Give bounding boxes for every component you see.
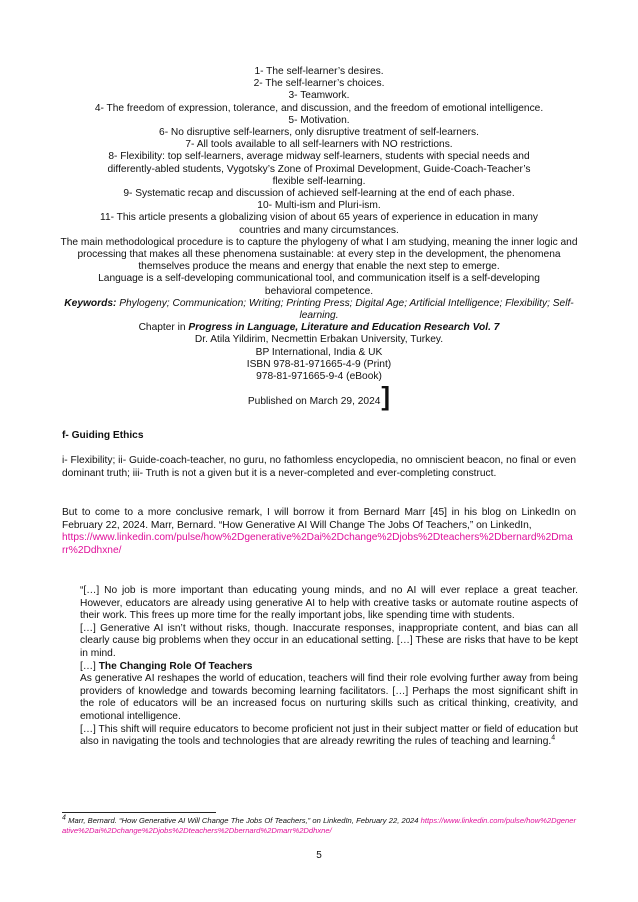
quote-paragraph: “[…] No job is more important than educating young minds, and no AI will ever replace a great teacher. However, educators are already using generative AI to help with creative tasks or automate routine aspects of their work. This frees up more time for the really important jobs, like spending time with students.: [80, 585, 578, 622]
blockquote: [80, 585, 578, 749]
footnote-divider: [62, 812, 216, 813]
list-item: 10- Multi-ism and Pluri-ism.: [257, 200, 381, 212]
list-item: 3- Teamwork.: [288, 90, 350, 102]
quote-bold-heading: The Changing Role Of Teachers: [98, 660, 253, 672]
publisher-line: BP International, India & UK: [255, 346, 383, 358]
footnote-number: 4: [62, 814, 66, 822]
list-item: 8- Flexibility: top self-learners, average midway self-learners, students with special needs and differently-abled students, Vygotsky’s Zone of Proximal Development, Guide-Coach-Teacher’s flexible self-learning.: [107, 151, 531, 187]
footnote-link[interactable]: https://www.linkedin.com/pulse/how%2Dgenerative%2Dai%2Dchange%2Djobs%2Dteachers%2Dbernard%2Dmarr%2Ddhxne/: [62, 816, 576, 835]
keywords-label: Keywords:: [64, 297, 117, 309]
quote-ellipsis: […]: [80, 660, 99, 672]
list-item: 6- No disruptive self-learners, only disruptive treatment of self-learners.: [159, 127, 479, 139]
list-item: 9- Systematic recap and discussion of achieved self-learning at the end of each phase.: [123, 188, 515, 200]
closing-bracket: ]: [381, 381, 391, 412]
list-item: 5- Motivation.: [288, 114, 350, 126]
ethics-paragraph: i- Flexibility; ii- Guide-coach-teacher, no guru, no fathomless encyclopedia, no omniscient beacon, no final or even dominant truth; iii- Truth is not a given but it is a never-completed and ever-completing construct.: [62, 455, 576, 479]
quote-paragraph: As generative AI reshapes the world of education, teachers will find their role evolving further away from being providers of knowledge and towards becoming learning facilitators. […] Perhaps the most significant shift in the role of educators will be an increased focus on nurturing skills such as critical thinking, creativity, and emotional intelligence.: [80, 673, 578, 722]
footnote-text: Marr, Bernard. “How Generative AI Will Change The Jobs Of Teachers,” on LinkedIn, February 22, 2024: [65, 816, 421, 825]
footnote-reference[interactable]: 4: [551, 734, 556, 742]
chapter-prefix: Chapter in: [138, 322, 189, 334]
list-item: 11- This article presents a globalizing vision of about 65 years of experience in education in many countries and many circumstances.: [100, 212, 538, 236]
list-item: 7- All tools available to all self-learners with NO restrictions.: [185, 139, 453, 151]
quote-subheading: [80, 661, 578, 674]
quote-text: […] This shift will require educators to become proficient not just in their subject matter or field of education but also in navigating the tools and technologies that are already rewriting the rules of teaching and learning.: [80, 723, 578, 748]
method-paragraph: The main methodological procedure is to capture the phylogeny of what I am studying, meaning the inner logic and processing that makes all these phenomena sustainable: at every step in the development, the phenomena themselves produce the means and energy that enable the next step to emerge.: [60, 236, 578, 273]
isbn-ebook: 978-81-971665-9-4 (eBook): [256, 371, 382, 383]
quote-paragraph: […] Generative AI isn’t without risks, though. Inaccurate responses, inappropriate content, and bias can all clearly cause big problems when they occur in an educational setting. […] These are risks that have to be kept in mind.: [80, 622, 578, 659]
chapter-title: Progress in Language, Literature and Education Research Vol. 7: [188, 322, 500, 334]
linkedin-link[interactable]: https://www.linkedin.com/pulse/how%2Dgenerative%2Dai%2Dchange%2Djobs%2Dteachers%2Dbernard%2Dmarr%2Ddhxne/: [62, 532, 573, 556]
marr-paragraph: [62, 507, 576, 557]
chapter-line: [60, 322, 578, 334]
isbn-print: ISBN 978-81-971665-4-9 (Print): [246, 358, 392, 370]
published-line: [60, 381, 578, 412]
list-item: 1- The self-learner’s desires.: [254, 66, 384, 77]
list-item: 2- The self-learner’s choices.: [253, 78, 385, 90]
abstract-block: [60, 66, 578, 412]
footnote: [62, 816, 576, 835]
section-heading: f- Guiding Ethics: [62, 430, 144, 441]
quote-paragraph-last: [80, 724, 578, 749]
list-item: 4- The freedom of expression, tolerance, and discussion, and the freedom of emotional intelligence.: [94, 102, 544, 114]
keywords-line: [60, 298, 578, 322]
marr-intro: But to come to a more conclusive remark, I will borrow it from Bernard Marr [45] in his blog on LinkedIn on February 22, 2024. Marr, Bernard. “How Generative AI Will Change The Jobs Of Teachers,” on LinkedIn,: [62, 507, 576, 531]
keywords-text: Phylogeny; Communication; Writing; Printing Press; Digital Age; Artificial Intelligence; Flexibility; Self-learning.: [116, 297, 574, 322]
published-date: Published on March 29, 2024: [247, 396, 381, 408]
language-paragraph: Language is a self-developing communicational tool, and communication itself is a self-developing behavioral competence.: [98, 273, 540, 297]
author-line: Dr. Atila Yildirim, Necmettin Erbakan University, Turkey.: [194, 334, 444, 346]
page-number: 5: [316, 850, 322, 861]
